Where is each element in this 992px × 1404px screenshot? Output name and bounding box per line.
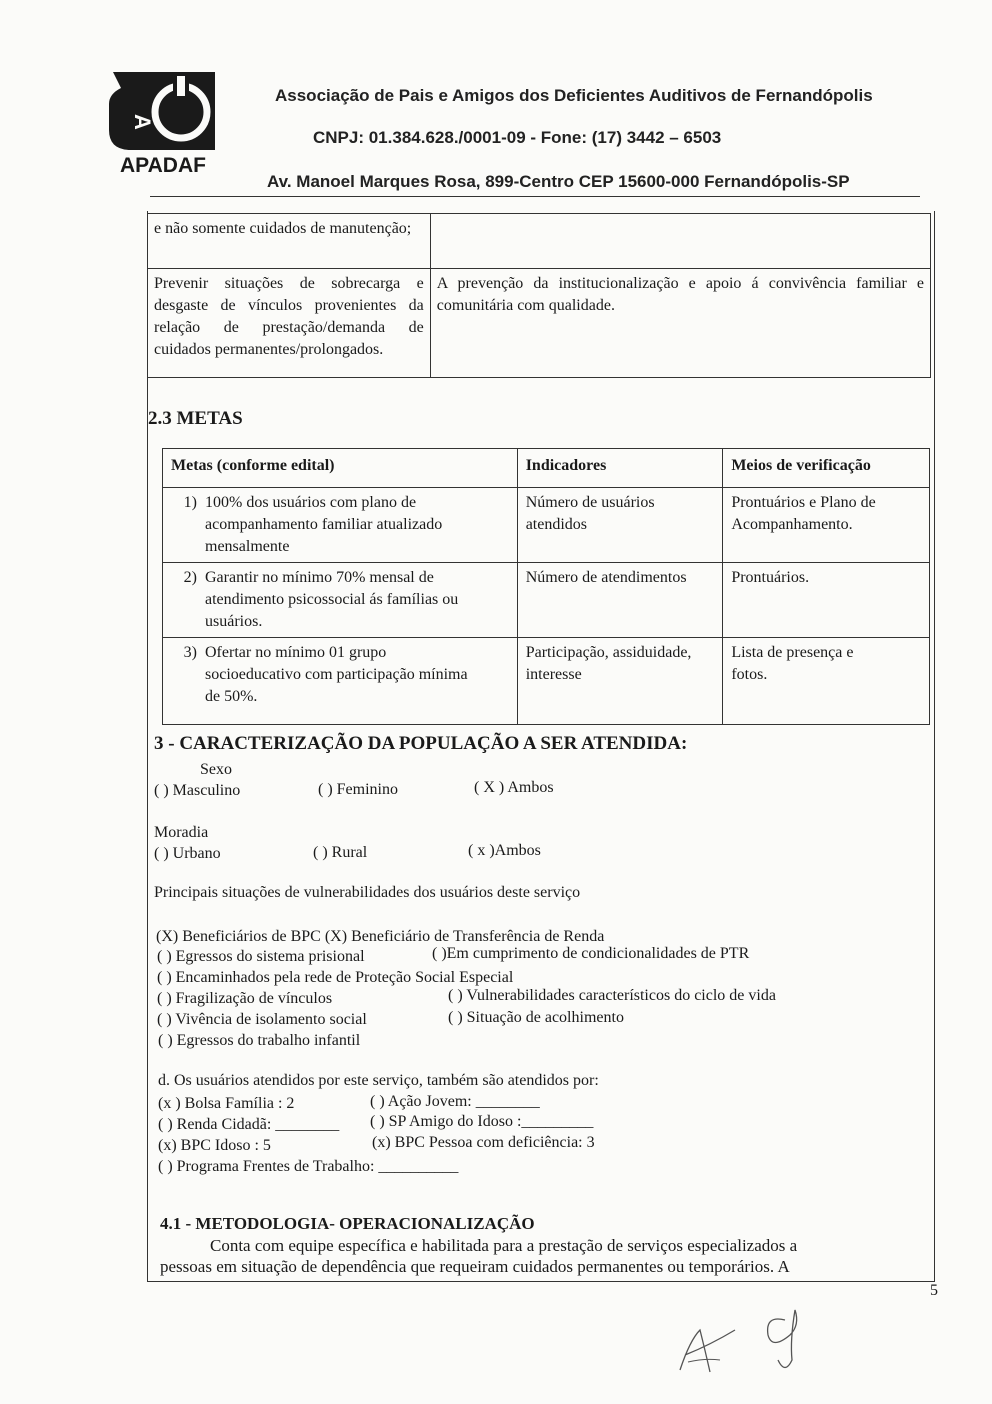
organization-name: Associação de Pais e Amigos dos Deficientes Auditivos de Fernandópolis [275,86,873,105]
moradia-option-urbano: ( ) Urbano [154,845,221,862]
address: Av. Manoel Marques Rosa, 899-Centro CEP 15600-000 Fernandópolis-SP [267,172,850,191]
vulnerabilities-label: Principais situações de vulnerabilidades dos usuários deste serviço [154,884,581,901]
vulnerability-item: ( ) Egressos do trabalho infantil [158,1032,361,1049]
table-row [148,269,931,378]
sexo-label: Sexo [200,761,232,778]
header-divider [150,196,920,197]
meta-cell [163,563,518,638]
table-row [148,214,931,269]
program-item: ( ) SP Amigo do Idoso :_________ [370,1113,594,1130]
vulnerability-item: ( ) Vivência de isolamento social [157,1011,367,1028]
meta-cell [163,638,518,725]
program-item: ( ) Programa Frentes de Trabalho: __________ [158,1158,459,1175]
column-header: Meios de verificação [723,449,930,488]
meta-text: 100% dos usuários com plano de acompanhamento familiar atualizado mensalmente [205,494,443,555]
methodology-paragraph-line: Conta com equipe específica e habilitada para a prestação de serviços especializados a [210,1236,798,1255]
verification-cell: Prontuários e Plano de Acompanhamento. [723,488,930,563]
program-item: ( ) Ação Jovem: ________ [370,1093,540,1110]
meta-text: Ofertar no mínimo 01 grupo socioeducativo com participação mínima de 50%. [205,644,468,705]
meta-number: 2) [183,569,197,586]
meta-number: 1) [183,494,197,511]
table-row [163,563,930,638]
table-cell: e não somente cuidados de manutenção; [148,214,431,269]
table-row [163,638,930,725]
indicator-cell: Número de atendimentos [517,563,723,638]
sexo-option-ambos: ( X ) Ambos [474,779,554,796]
meta-text: Garantir no mínimo 70% mensal de atendimento psicossocial ás famílias ou usuários. [205,569,459,630]
cnpj-phone: CNPJ: 01.384.628./0001-09 - Fone: (17) 3442 – 6503 [313,128,722,147]
meta-cell [163,488,518,563]
vulnerability-item: ( ) Egressos do sistema prisional [157,948,365,965]
meta-number: 3) [183,644,197,661]
section-title-methodology: 4.1 - METODOLOGIA- OPERACIONALIZAÇÃO [160,1214,535,1233]
indicator-cell: Participação, assiduidade, interesse [517,638,723,725]
vulnerability-item: (X) Beneficiários de BPC (X) Beneficiário de Transferência de Renda [156,928,605,945]
table-row [163,488,930,563]
sexo-option-masculino: ( ) Masculino [154,782,241,799]
other-programs-label: d. Os usuários atendidos por este serviço, também são atendidos por: [158,1072,599,1089]
section-title-metas: 2.3 METAS [148,408,243,429]
metas-table [162,448,930,725]
column-header: Indicadores [517,449,723,488]
program-item: (x ) Bolsa Família : 2 [158,1095,295,1112]
vulnerability-item: ( ) Situação de acolhimento [448,1009,624,1026]
svg-text:A: A [130,114,155,130]
vulnerability-item: ( )Em cumprimento de condicionalidades de PTR [432,945,750,962]
methodology-paragraph-line: pessoas em situação de dependência que requeiram cuidados permanentes ou temporários. A [160,1257,790,1276]
section-title-population: 3 - CARACTERIZAÇÃO DA POPULAÇÃO A SER ATENDIDA: [154,733,688,754]
vulnerability-item: ( ) Encaminhados pela rede de Proteção Social Especial [157,969,514,986]
table-cell: Prevenir situações de sobrecarga e desgaste de vínculos provenientes da relação de prestação/demanda de cuidados permanentes/prolongados. [148,269,431,378]
table-cell [430,214,930,269]
page-number: 5 [930,1282,938,1299]
program-item: (x) BPC Idoso : 5 [158,1137,271,1154]
column-header: Metas (conforme edital) [163,449,518,488]
apadaf-logo [103,68,223,178]
indicator-cell: Número de usuários atendidos [517,488,723,563]
verification-cell: Lista de presença e fotos. [723,638,930,725]
moradia-option-rural: ( ) Rural [313,844,368,861]
vulnerability-item: ( ) Fragilização de vínculos [157,990,333,1007]
logo-text: APADAF [120,154,206,177]
table-cell: A prevenção da institucionalização e apoio á convivência familiar e comunitária com qualidade. [430,269,930,378]
vulnerability-item: ( ) Vulnerabilidades característicos do ciclo de vida [448,987,776,1004]
objectives-table [147,213,931,378]
program-item: (x) BPC Pessoa com deficiência: 3 [372,1134,595,1151]
verification-cell: Prontuários. [723,563,930,638]
moradia-label: Moradia [154,824,209,841]
moradia-option-ambos: ( x )Ambos [468,842,541,859]
sexo-option-feminino: ( ) Feminino [318,781,398,798]
program-item: ( ) Renda Cidadã: ________ [158,1116,340,1133]
handwritten-signature [660,1300,830,1380]
table-header-row [163,449,930,488]
